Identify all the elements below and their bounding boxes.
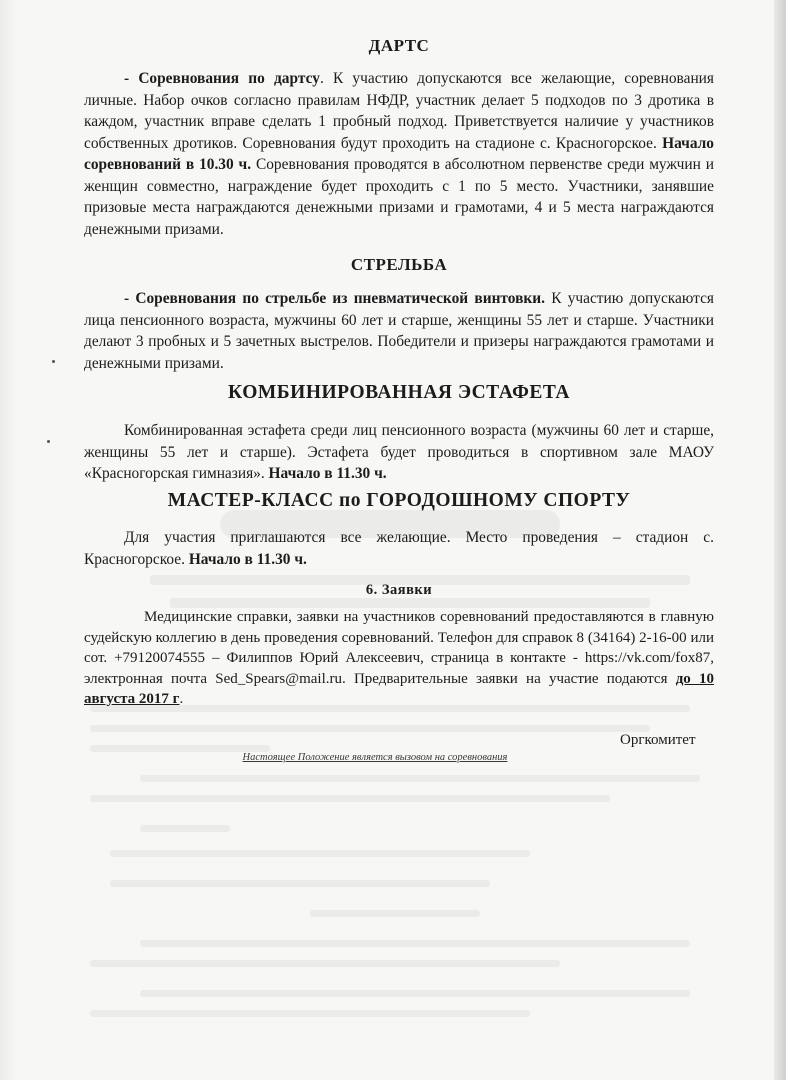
darts-text-1: . К участию допускаются все желающие, соревнования личные. Набор очков согласно правилам НФДР, участник делает 5 подходов по 3 дротика в каждом, участник вправе сделать 1 пробный подход. Приветствуется наличие у участников собственных дротиков. Соревнования будут проходить на стадионе с. Красногорское.	[84, 70, 714, 152]
relay-start-time: Начало в 11.30 ч.	[268, 465, 387, 482]
signature-orgcommittee: Оргкомитет	[620, 732, 696, 748]
darts-start-time: Начало соревнований в 10.30 ч.	[84, 134, 714, 173]
darts-paragraph	[84, 68, 714, 240]
shooting-lead: - Соревнования по стрельбе из пневматической винтовки.	[124, 290, 545, 307]
relay-paragraph	[84, 420, 714, 485]
shooting-heading: СТРЕЛЬБА	[350, 255, 448, 274]
applications-text: Медицинские справки, заявки на участников соревнований предоставляются в главную судейскую коллегию в день проведения соревнований. Телефон для справок 8 (34164) 2-16-00 или сот. +79120074555 – Филиппов Юрий Алексеевич, страница в контакте - https://vk.com/fox87, электронная почта Sed_Spears@mail.ru. Предварительные заявки на участие подаются	[84, 609, 714, 687]
darts-lead: - Соревнования по дартсу	[124, 70, 320, 87]
darts-text-2: Соревнования проводятся в абсолютном первенстве среди мужчин и женщин совместно, награждение будет проходить с 1 по 5 место. Участники, занявшие призовые места награждаются денежными призами и грамотами, 4 и 5 места награждаются денежными призами.	[84, 156, 714, 238]
page-left-shadow	[0, 0, 16, 1080]
relay-heading: КОМБИНИРОВАННАЯ ЭСТАФЕТА	[228, 382, 570, 403]
relay-text: Комбинированная эстафета среди лиц пенсионного возраста (мужчины 60 лет и старше, женщины 55 лет и старше). Эстафета будет проводиться в спортивном зале МАОУ «Красногорская гимназия».	[84, 422, 714, 482]
page-right-edge	[774, 0, 786, 1080]
shooting-paragraph	[84, 288, 714, 374]
gorodki-paragraph	[84, 527, 714, 570]
footnote: Настоящее Положение является вызовом на соревнования	[242, 752, 508, 763]
gorodki-text: Для участия приглашаются все желающие. Место проведения – стадион с. Красногорское.	[84, 529, 714, 568]
applications-end: .	[179, 691, 184, 707]
gorodki-start-time: Начало в 11.30 ч.	[188, 550, 307, 568]
applications-deadline: до 10 августа 2017 г	[84, 670, 714, 707]
darts-heading: ДАРТС	[368, 36, 430, 55]
gorodki-heading: МАСТЕР-КЛАСС по ГОРОДОШНОМУ СПОРТУ	[167, 490, 631, 511]
applications-paragraph	[84, 607, 714, 710]
applications-heading: 6. Заявки	[365, 582, 433, 598]
shooting-text: К участию допускаются лица пенсионного возраста, мужчины 60 лет и старше, женщины 55 лет и старше. Участники делают 3 пробных и 5 зачетных выстрелов. Победители и призеры награждаются грамотами и денежными призами.	[84, 290, 714, 372]
